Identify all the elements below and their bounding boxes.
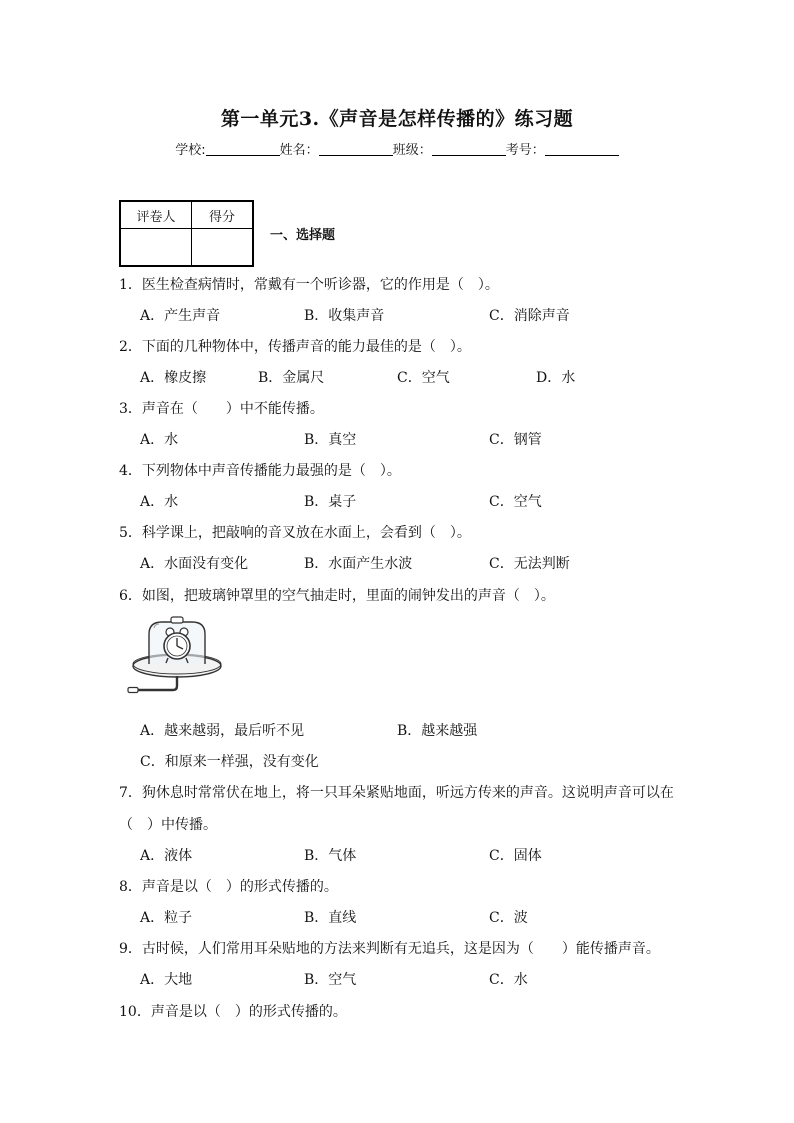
- option: C．波: [489, 910, 528, 926]
- name-label: 姓名：: [279, 143, 319, 158]
- option: A．水: [140, 494, 179, 510]
- question-8: 8．声音是以（ ）的形式传播的。: [119, 879, 338, 895]
- option: B．气体: [304, 848, 357, 864]
- option: B．桌子: [304, 494, 357, 510]
- bell-jar-clock-illustration: [124, 614, 224, 696]
- option: B．真空: [304, 432, 357, 448]
- option: B．收集声音: [304, 308, 385, 324]
- exam-no-blank[interactable]: [545, 143, 619, 156]
- student-info-row: [0, 139, 794, 158]
- option: B．空气: [304, 972, 357, 988]
- question-1: 1．医生检查病情时，常戴有一个听诊器，它的作用是（ ）。: [119, 277, 499, 293]
- option: C．水: [489, 972, 528, 988]
- option: A．水: [140, 432, 179, 448]
- option: C．空气: [397, 370, 450, 386]
- question-4: 4．下列物体中声音传播能力最强的是（ ）。: [119, 463, 401, 479]
- option: D．水: [536, 370, 576, 386]
- score-cell[interactable]: [192, 229, 254, 267]
- option: C．无法判断: [489, 556, 570, 572]
- question-10: 10．声音是以（ ）的形式传播的。: [119, 1004, 347, 1020]
- exam-no-label: 考号：: [505, 143, 545, 158]
- question-3: 3．声音在（ ）中不能传播。: [119, 401, 324, 417]
- option: C．固体: [489, 848, 542, 864]
- class-label: 班级：: [392, 143, 432, 158]
- score-table: [119, 200, 254, 267]
- option: C．钢管: [489, 432, 542, 448]
- school-label: 学校:: [175, 143, 206, 158]
- name-blank[interactable]: [319, 143, 393, 156]
- question-9: 9．古时候，人们常用耳朵贴地的方法来判断有无追兵，这是因为（ ）能传播声音。: [119, 941, 660, 957]
- option: C．和原来一样强，没有变化: [140, 754, 319, 770]
- question-6: 6．如图，把玻璃钟罩里的空气抽走时，里面的闹钟发出的声音（ ）。: [119, 588, 555, 604]
- option: B．金属尺: [258, 370, 325, 386]
- option: C．消除声音: [489, 308, 570, 324]
- question-2: 2．下面的几种物体中，传播声音的能力最佳的是（ ）。: [119, 339, 471, 355]
- grader-cell[interactable]: [120, 229, 192, 267]
- option: A．粒子: [140, 910, 193, 926]
- option: A．橡皮擦: [140, 370, 207, 386]
- option: A．越来越弱，最后听不见: [140, 723, 305, 739]
- page-title: 第一单元3.《声音是怎样传播的》练习题: [220, 108, 574, 130]
- question-7-continued: （ ）中传播。: [119, 817, 217, 833]
- option: B．直线: [304, 910, 357, 926]
- score-header: 得分: [192, 201, 254, 229]
- school-blank[interactable]: [206, 143, 280, 156]
- option: A．大地: [140, 972, 193, 988]
- option: B．水面产生水波: [304, 556, 413, 572]
- option: B．越来越强: [397, 723, 478, 739]
- option: C．空气: [489, 494, 542, 510]
- question-5: 5．科学课上，把敲响的音叉放在水面上，会看到（ ）。: [119, 525, 471, 541]
- option: A．产生声音: [140, 308, 221, 324]
- section-heading: 一、选择题: [270, 228, 336, 243]
- grader-header: 评卷人: [120, 201, 192, 229]
- option: A．水面没有变化: [140, 556, 249, 572]
- option: A．液体: [140, 848, 193, 864]
- class-blank[interactable]: [432, 143, 506, 156]
- question-7: 7．狗休息时常常伏在地上，将一只耳朵紧贴地面，听远方传来的声音。这说明声音可以在: [119, 785, 674, 801]
